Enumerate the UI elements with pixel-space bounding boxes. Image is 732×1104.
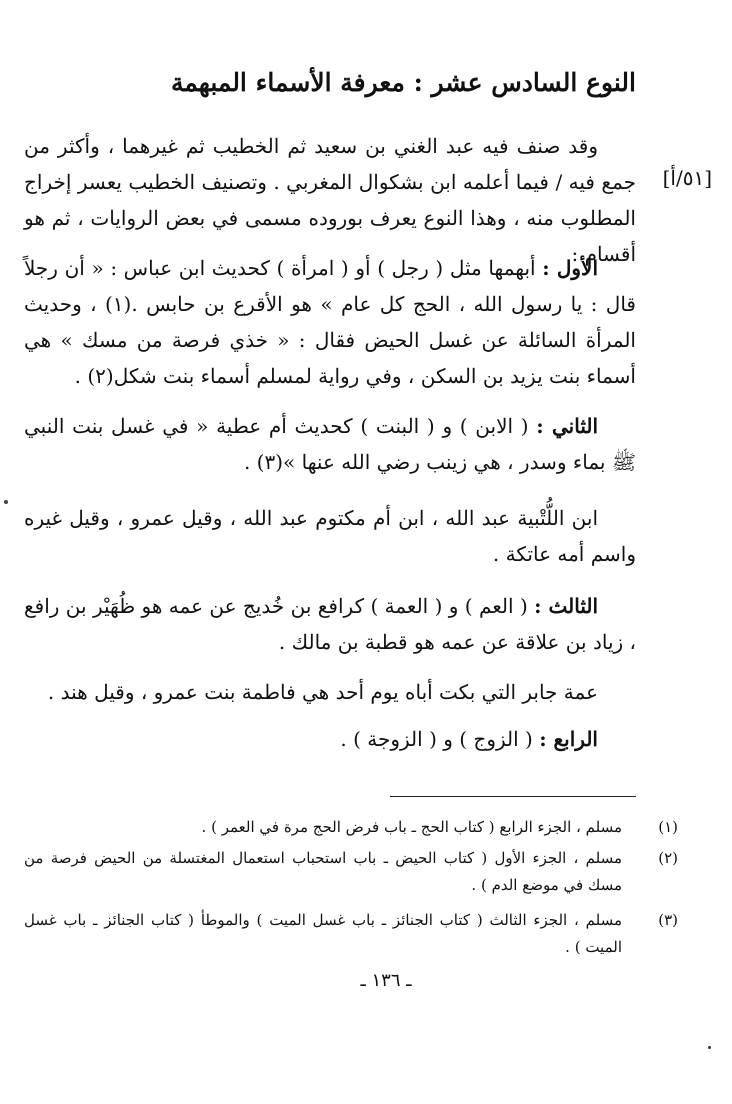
- paragraph-third-section-text: ( العم ) و ( العمة ) كرافع بن خُديج عن عمه هو ظُهَيْر بن رافع ، زياد بن علاقة عن عمه هو قطبة بن مالك .: [24, 594, 636, 654]
- paragraph-ibn-lutbiyya-text: ابن اللُّتْبية عبد الله ، ابن أم مكتوم عبد الله ، وقيل عمرو ، وقيل غيره واسم أمه عاتكة .: [24, 506, 636, 566]
- section-label-second: الثاني :: [536, 414, 599, 438]
- footnote-3-number: (٣): [658, 911, 678, 929]
- paragraph-third-section: [24, 588, 636, 660]
- paragraph-ibn-lutbiyya: [24, 500, 636, 572]
- section-label-third: الثالث :: [534, 594, 599, 618]
- footnote-1-number: (١): [658, 818, 678, 836]
- footnote-3: [24, 907, 678, 961]
- section-label-first: الأول :: [542, 256, 599, 280]
- paragraph-fourth-section: [24, 721, 636, 757]
- footnote-separator: [390, 796, 636, 797]
- paragraph-first-section: [24, 250, 636, 394]
- footnote-1: [24, 814, 678, 841]
- footnote-2-text: مسلم ، الجزء الأول ( كتاب الحيض ـ باب استحباب استعمال المغتسلة من الحيض فرصة من مسك في موضع الدم ) .: [24, 849, 622, 894]
- scan-dot-mark: [708, 1046, 711, 1049]
- paragraph-second-section-text: ( الابن ) و ( البنت ) كحديث أم عطية « في غسل بنت النبي ﷺ بماء وسدر ، هي زينب رضي الله عنها »(٣) .: [24, 414, 636, 474]
- paragraph-first-section-text: أبهمها مثل ( رجل ) أو ( امرأة ) كحديث ابن عباس : « أن رجلاً قال : يا رسول الله ، الحج كل عام » هو الأقرع بن حابس .(١) ، وحديث المرأة السائلة عن غسل الحيض فقال : « خذي فرصة من مسك » هي أسماء بنت يزيد بن السكن ، وفي رواية لمسلم أسماء بنت شكل(٢) .: [24, 256, 636, 388]
- page-number: ـ ١٣٦ ـ: [360, 970, 412, 991]
- paragraph-jabir-aunt: [24, 674, 636, 710]
- paragraph-second-section: [24, 408, 636, 480]
- paragraph-intro-text: وقد صنف فيه عبد الغني بن سعيد ثم الخطيب ثم غيرهما ، وأكثر من جمع فيه / فيما أعلمه ابن بشكوال المغربي . وتصنيف الخطيب يعسر إخراج المطلوب منه ، وهذا النوع يعرف بوروده مسمى في بعض الروايات ، ثم هو أقسام :: [24, 134, 636, 266]
- footnote-2: [24, 845, 678, 899]
- footnote-1-text: مسلم ، الجزء الرابع ( كتاب الحج ـ باب فرض الحج مرة في العمر ) .: [201, 818, 622, 836]
- paragraph-fourth-section-text: ( الزوج ) و ( الزوجة ) .: [340, 727, 533, 751]
- footnote-2-number: (٢): [658, 849, 678, 867]
- scan-edge-mark: [4, 500, 8, 504]
- footnote-3-text: مسلم ، الجزء الثالث ( كتاب الجنائز ـ باب غسل الميت ) والموطأ ( كتاب الجنائز ـ باب غسل الميت ) .: [24, 911, 622, 956]
- paragraph-jabir-aunt-text: عمة جابر التي بكت أباه يوم أحد هي فاطمة بنت عمرو ، وقيل هند .: [47, 680, 598, 704]
- chapter-title: النوع السادس عشر : معرفة الأسماء المبهمة: [170, 68, 636, 97]
- section-label-fourth: الرابع :: [539, 727, 598, 751]
- manuscript-folio-marker: [٥١/أ]: [662, 166, 712, 190]
